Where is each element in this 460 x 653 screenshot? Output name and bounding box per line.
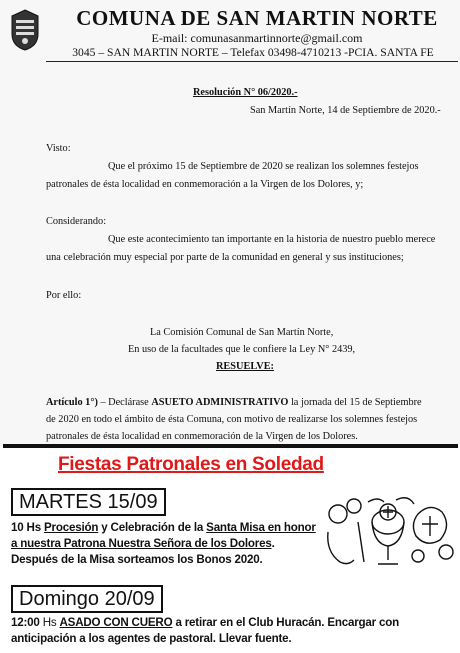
day2-line-1	[11, 615, 399, 630]
flyer-title: Fiestas Patronales en Soledad	[58, 454, 324, 475]
commune-crest-icon	[10, 8, 40, 52]
visto-label: Visto:	[46, 143, 71, 154]
day1-label: MARTES 15/09	[11, 488, 166, 516]
day2-hs: Hs	[42, 616, 60, 629]
resolution-number: Resolución N° 06/2020.-	[193, 87, 298, 98]
articulo-label: Artículo 1°)	[46, 397, 98, 408]
considerando-line-1: Que este acontecimiento tan importante en la historia de nuestro pueblo merece	[108, 234, 436, 245]
day1-line-2	[11, 536, 275, 551]
comision-line-2: En uso de la facultades que le confiere la Ley N° 2439,	[128, 344, 356, 355]
day2-time: 12:00	[11, 616, 43, 629]
resuelve-heading: RESUELVE:	[216, 361, 274, 372]
procesion-text: Procesión	[43, 521, 99, 534]
articulo-rest: la jornada del 15 de Septiembre	[288, 397, 422, 408]
considerando-line-2: una celebración muy especial por parte de la comunidad en general y sus instituciones;	[46, 252, 404, 263]
articulo-pre: – Declárase	[97, 397, 152, 408]
commune-address: 3045 – SAN MARTIN NORTE – Telefax 03498-4710213 -PCIA. SANTA FE	[72, 46, 434, 59]
por-ello-label: Por ello:	[46, 290, 82, 301]
asueto-administrativo: ASUETO ADMINISTRATIVO	[151, 397, 289, 408]
day1-line-2-end: .	[271, 537, 275, 550]
visto-line-1: Que el próximo 15 de Septiembre de 2020 se realizan los solemnes festejos	[108, 161, 419, 172]
commune-email: E-mail: comunasanmartinnorte@gmail.com	[151, 31, 363, 45]
day2-line-2: anticipación a los agentes de pastoral. Llevar fuente.	[11, 632, 292, 645]
day1-mid: y Celebración de la	[98, 521, 207, 534]
articulo-line-1	[46, 396, 422, 409]
articulo-line-3: patronales de ésta localidad en conmemoración de la Virgen de los Dolores.	[46, 431, 358, 442]
considerando-label: Considerando:	[46, 216, 107, 227]
day1-line-3: Después de la Misa sorteamos los Bonos 2020.	[11, 553, 263, 566]
comision-line-1: La Comisión Comunal de San Martín Norte,	[150, 327, 334, 338]
section-divider	[3, 444, 458, 448]
header-divider	[46, 61, 458, 62]
place-date: San Martín Norte, 14 de Septiembre de 2020.-	[250, 105, 441, 116]
day2-label: Domingo 20/09	[11, 585, 163, 613]
day1-line-1	[11, 520, 316, 535]
patrona-text: a nuestra Patrona Nuestra Señora de los Dolores	[11, 537, 272, 550]
commune-title: COMUNA DE SAN MARTIN NORTE	[76, 6, 438, 30]
visto-line-2: patronales de ésta localidad en conmemoración a la Virgen de los Dolores, y;	[46, 179, 364, 190]
day1-time: 10 Hs	[11, 521, 44, 534]
asado-con-cuero-text: ASADO CON CUERO	[59, 616, 173, 629]
chalice-cross-icon	[318, 492, 458, 574]
articulo-line-2: de 2020 en todo el ámbito de ésta Comuna, con motivo de realizarse los solemnes festejos	[46, 414, 418, 425]
santa-misa-text: Santa Misa en honor	[206, 521, 316, 534]
day2-rest: a retirar en el Club Huracán. Encargar con	[172, 616, 400, 629]
